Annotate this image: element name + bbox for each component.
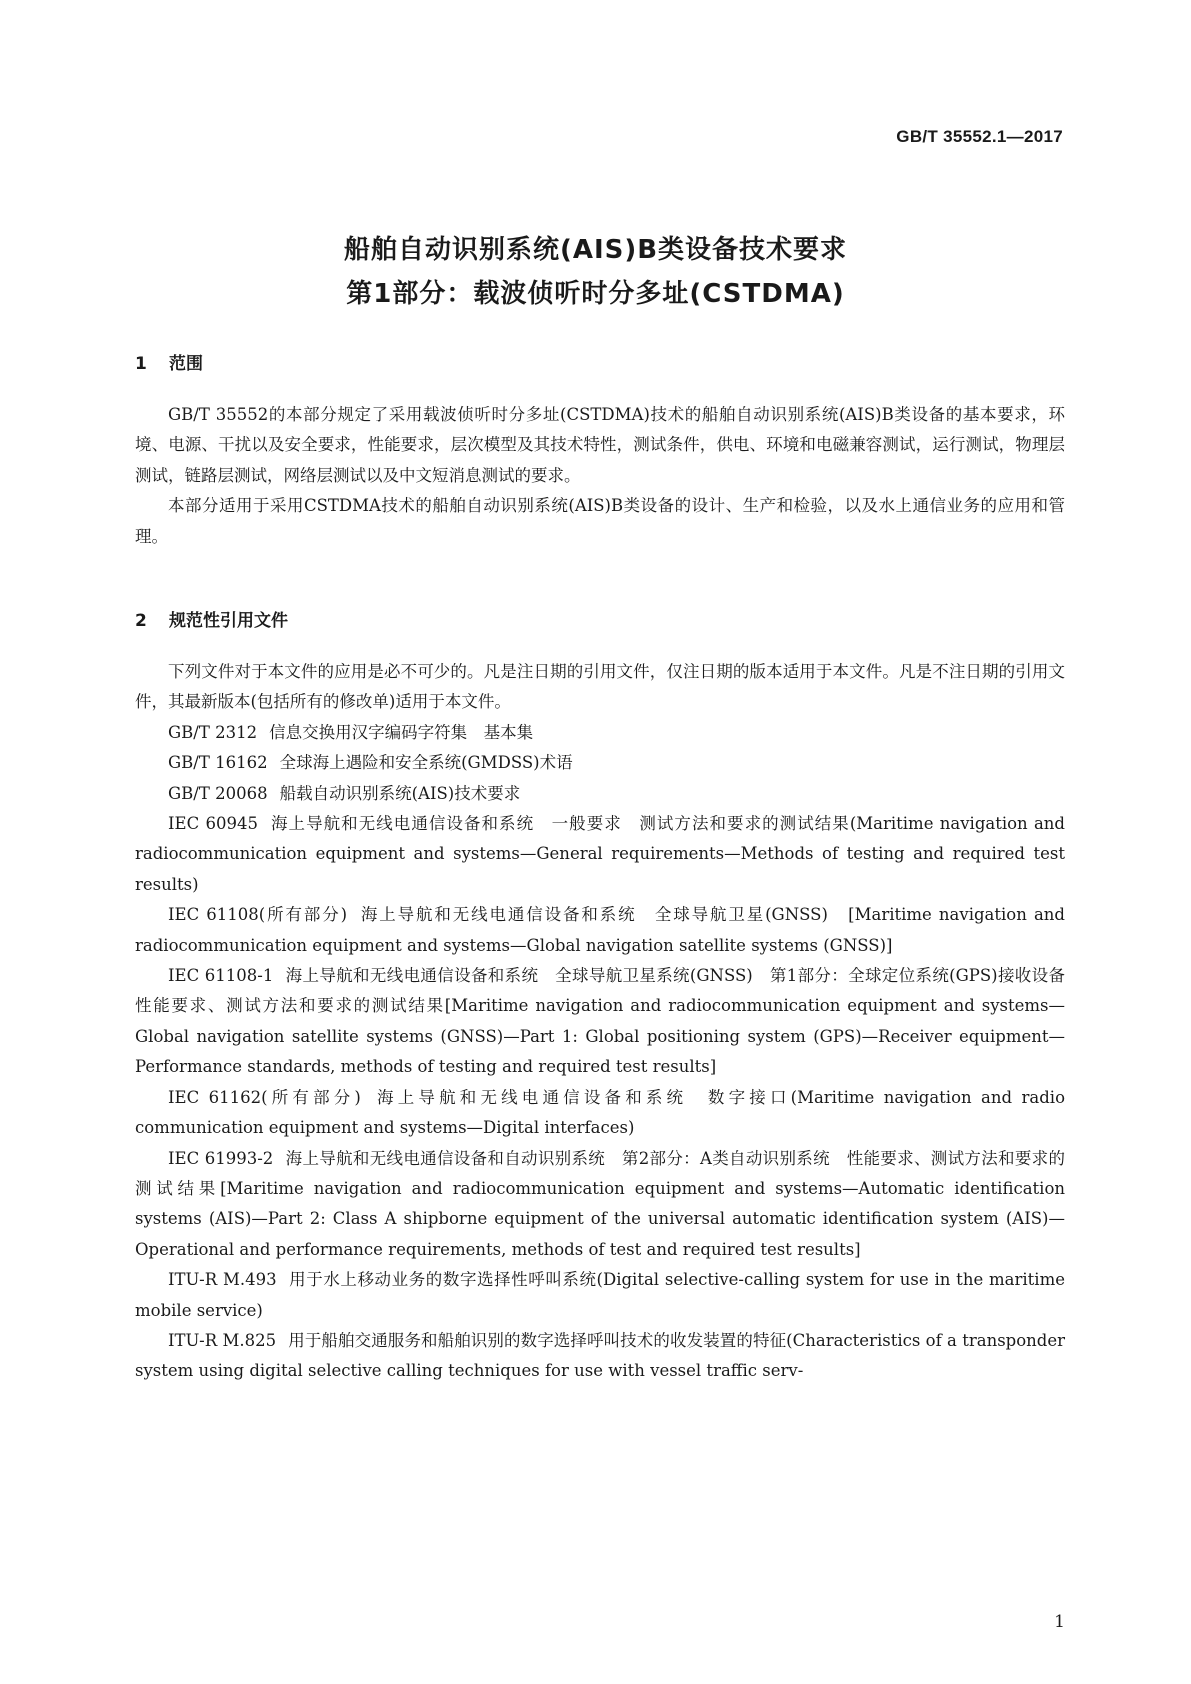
document-title [0,228,1191,316]
references-body [135,657,1082,1387]
section-heading-scope [135,349,203,374]
section-title: 规范性引用文件 [169,611,288,631]
reference-title: 海上导航和无线电通信设备和系统 全球导航卫星(GNSS) [Maritime navigation and radiocommunication equipment and systems—Global navigation satellite systems (GNSS)] [135,905,1065,955]
reference-item [135,961,1082,1083]
reference-code: IEC 61993-2 [168,1148,274,1168]
reference-item [135,779,1065,809]
reference-item [135,1326,1065,1387]
reference-item [135,900,1065,961]
reference-title: 全球海上遇险和安全系统(GMDSS)术语 [279,753,573,773]
reference-code: IEC 61108(所有部分) [168,905,348,925]
reference-list [135,718,1082,1387]
page-number: 1 [1054,1612,1065,1632]
section-title: 范围 [169,354,203,374]
reference-code: GB/T 2312 [168,722,258,742]
scope-paragraph-1: GB/T 35552的本部分规定了采用载波侦听时分多址(CSTDMA)技术的船舶自动识别系统(AIS)B类设备的基本要求，环境、电源、干扰以及安全要求，性能要求，层次模型及其技术特性，测试条件，供电、环境和电磁兼容测试，运行测试，物理层测试，链路层测试，网络层测试以及中文短消息测试的要求。 [135,405,1065,485]
title-line-1: 船舶自动识别系统(AIS)B类设备技术要求 [343,235,848,265]
reference-title: 海上导航和无线电通信设备和系统 数字接口(Maritime navigation and radio communication equipment and systems—Digital interfaces) [135,1087,1066,1138]
standard-code: GB/T 35552.1—2017 [896,127,1063,146]
reference-title: 用于船舶交通服务和船舶识别的数字选择呼叫技术的收发装置的特征(Characteristics of a transponder system using digital selective calling techniques for use with vessel traffic serv- [135,1330,1065,1381]
reference-code: ITU-R M.825 [168,1330,277,1350]
reference-title: 海上导航和无线电通信设备和自动识别系统 第2部分：A类自动识别系统 性能要求、测试方法和要求的测试结果[Maritime navigation and radiocommunication equipment and systems—Automatic identification systems (AIS)—Part 2: Class A shipborne equipment of the universal automatic identification system (AIS)—Operational and performance requirements, methods of test and required test results] [135,1148,1065,1259]
references-intro: 下列文件对于本文件的应用是必不可少的。凡是注日期的引用文件，仅注日期的版本适用于本文件。凡是不注日期的引用文件，其最新版本(包括所有的修改单)适用于本文件。 [135,662,1065,712]
reference-code: IEC 61108-1 [168,966,274,986]
reference-item [135,1083,1065,1144]
scope-body [135,400,1065,552]
reference-title: 船载自动识别系统(AIS)技术要求 [279,783,521,803]
reference-item [135,748,1065,778]
reference-item [135,1144,1065,1266]
scope-paragraph-2: 本部分适用于采用CSTDMA技术的船舶自动识别系统(AIS)B类设备的设计、生产和检验，以及水上通信业务的应用和管理。 [135,496,1065,546]
reference-title: 海上导航和无线电通信设备和系统 全球导航卫星系统(GNSS) 第1部分：全球定位系统(GPS)接收设备 性能要求、测试方法和要求的测试结果[Maritime navigation and radiocommunication equipment and systems—Global navigation satellite systems (GNSS)—Part 1: Global positioning system (GPS)—Receiver equipment—Performance standards, methods of testing and required test results] [135,966,1082,1077]
reference-item [135,809,1065,900]
reference-item [135,718,1065,748]
reference-title: 用于水上移动业务的数字选择性呼叫系统(Digital selective-calling system for use in the maritime mobile service) [135,1270,1065,1320]
reference-code: IEC 61162(所有部分) [168,1087,361,1107]
title-line-2: 第1部分：载波侦听时分多址(CSTDMA) [346,279,845,309]
reference-title: 海上导航和无线电通信设备和系统 一般要求 测试方法和要求的测试结果(Maritime navigation and radiocommunication equipment and systems—General requirements—Methods of testing and required test results) [135,814,1065,894]
reference-code: GB/T 20068 [168,783,268,803]
section-number: 2 [135,611,147,631]
section-number: 1 [135,354,147,374]
reference-code: ITU-R M.493 [168,1270,277,1290]
section-heading-normative-references [135,606,288,631]
reference-code: GB/T 16162 [168,753,268,773]
reference-code: IEC 60945 [168,814,258,834]
reference-item [135,1265,1065,1326]
reference-title: 信息交换用汉字编码字符集 基本集 [269,722,534,742]
